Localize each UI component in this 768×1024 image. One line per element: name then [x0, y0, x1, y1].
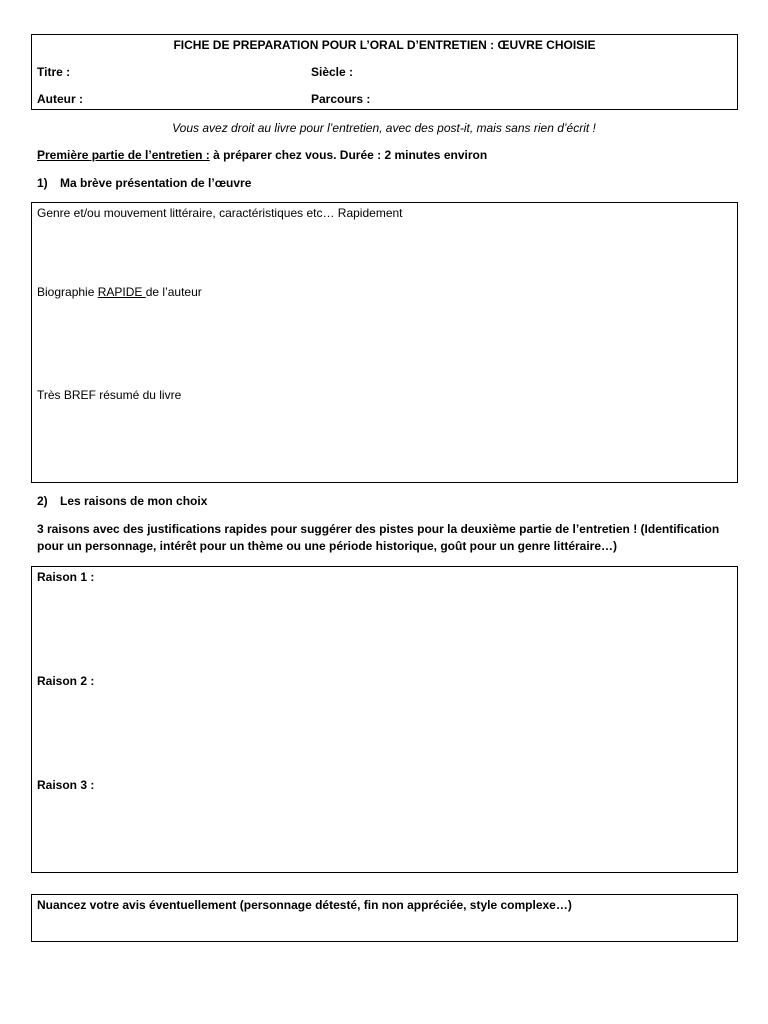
bio-prompt: [37, 285, 202, 300]
section2-intro-line2: pour un personnage, intérêt pour un thème ou une période historique, goût pour un genre littéraire…): [37, 539, 618, 553]
part1-line: [37, 148, 487, 163]
header-box: [31, 34, 738, 110]
parcours-label: Parcours :: [311, 92, 371, 106]
raison1-label: Raison 1 :: [37, 570, 95, 584]
bio-prefix: Biographie: [37, 285, 98, 299]
section2-number: 2): [37, 494, 48, 508]
siecle-label: Siècle :: [311, 65, 354, 79]
instruction-note: Vous avez droit au livre pour l’entretien, avec des post-it, mais sans rien d’écrit !: [172, 121, 596, 135]
raisons-box: [31, 566, 738, 873]
raison3-label: Raison 3 :: [37, 778, 95, 792]
section2-heading: Les raisons de mon choix: [60, 494, 208, 508]
section2-intro-line1: 3 raisons avec des justifications rapides pour suggérer des pistes pour la deuxième partie de l’entretien ! (Identification: [37, 522, 720, 536]
presentation-box: [31, 202, 738, 483]
part1-label: Première partie de l’entretien :: [37, 148, 210, 162]
resume-prompt: Très BREF résumé du livre: [37, 388, 182, 402]
page-title: FICHE DE PREPARATION POUR L’ORAL D’ENTRETIEN : ŒUVRE CHOISIE: [173, 38, 596, 52]
section1-number: 1): [37, 176, 48, 190]
titre-label: Titre :: [37, 65, 71, 79]
nuance-prompt: Nuancez votre avis éventuellement (personnage détesté, fin non appréciée, style complexe…): [37, 898, 572, 912]
part1-rest: à préparer chez vous. Durée : 2 minutes environ: [209, 148, 488, 162]
auteur-label: Auteur :: [37, 92, 83, 106]
raison2-label: Raison 2 :: [37, 674, 95, 688]
nuance-box: [31, 894, 738, 942]
genre-prompt: Genre et/ou mouvement littéraire, caractéristiques etc… Rapidement: [37, 206, 403, 220]
section1-heading: Ma brève présentation de l’œuvre: [60, 176, 252, 190]
bio-suffix: de l’auteur: [145, 285, 202, 299]
bio-emphasis: RAPIDE: [97, 285, 146, 299]
